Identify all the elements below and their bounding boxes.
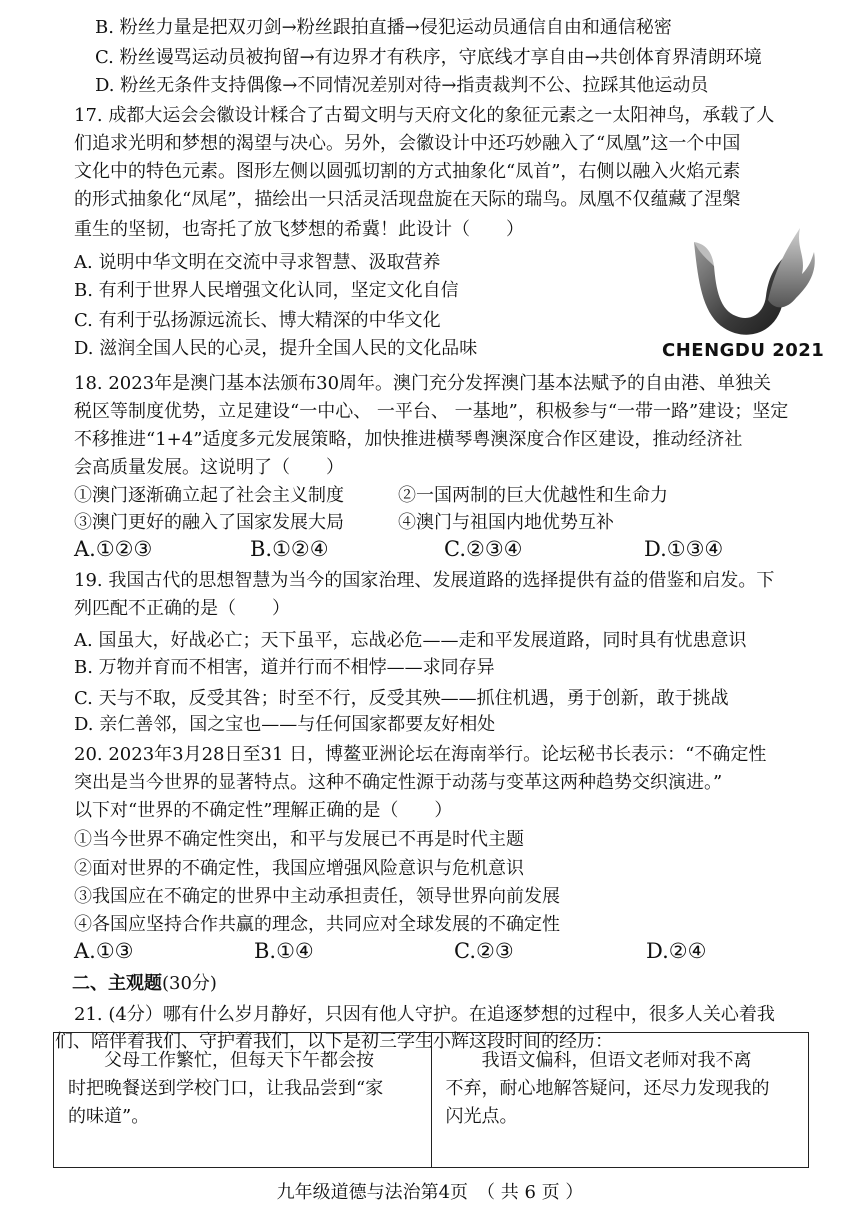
- q19-stem-line: 列匹配不正确的是（ ）: [74, 598, 290, 619]
- q21-stem-line: 21. (4分）哪有什么岁月静好，只因有他人守护。在追逐梦想的过程中，很多人关心着我: [74, 1004, 775, 1025]
- q17-stem-line: 的形式抽象化“凤尾”，描绘出一只活灵活现盘旋在天际的瑞鸟。凤凰不仅蕴藏了涅槃: [74, 189, 741, 210]
- q20-stem-line: 突出是当今世界的显著特点。这种不确定性源于动荡与变革这两种趋势交织演进。”: [74, 772, 723, 793]
- q20-statement-3: ③我国应在不确定的世界中主动承担责任，领导世界向前发展: [74, 886, 560, 907]
- q18-choice-d: D.①③④: [644, 537, 724, 561]
- q20-choices: [74, 937, 814, 965]
- section-2-heading: [72, 972, 217, 996]
- q18-stem-line: 税区等制度优势，立足建设“一中心、 一平台、 一基地”，积极参与“一带一路”建设；坚定: [74, 401, 789, 422]
- q17-stem-line: 17. 成都大运会会徽设计糅合了古蜀文明与天府文化的象征元素之一太阳神鸟，承载了人: [74, 105, 775, 126]
- q18-stem-line: 会高质量发展。这说明了（ ）: [74, 457, 344, 478]
- q18-choice-c: C.②③④: [444, 537, 523, 561]
- q17-stem-line: 们追求光明和梦想的渴望与决心。另外，会徽设计中还巧妙融入了“凤凰”这一个中国: [74, 133, 741, 154]
- q20-choice-c: C.②③: [454, 939, 514, 963]
- q16-option-b: B. 粉丝力量是把双刃剑→粉丝跟拍直播→侵犯运动员通信自由和通信秘密: [95, 17, 672, 38]
- q19-stem-line: 19. 我国古代的思想智慧为当今的国家治理、发展道路的选择提供有益的借鉴和启发。下: [74, 570, 775, 591]
- q20-statement-4: ④各国应坚持合作共赢的理念，共同应对全球发展的不确定性: [74, 914, 560, 935]
- q18-statement-3: ③澳门更好的融入了国家发展大局: [74, 512, 344, 533]
- q17-stem-line: 重生的坚韧，也寄托了放飞梦想的希冀！此设计（ ）: [74, 219, 524, 240]
- q20-choice-a: A.①③: [74, 939, 134, 963]
- q20-choice-b: B.①④: [254, 939, 314, 963]
- q19-option-c: C. 天与不取，反受其咎；时至不行，反受其殃——抓住机遇，勇于创新，敢于挑战: [74, 688, 729, 709]
- q19-option-a: A. 国虽大，好战必亡；天下虽平，忘战必危——走和平发展道路，同时具有忧患意识: [74, 630, 747, 651]
- q18-stem-line: 不移推进“1+4”适度多元发展策略，加快推进横琴粤澳深度合作区建设，推动经济社: [74, 429, 743, 450]
- q16-option-c: C. 粉丝谩骂运动员被拘留→有边界才有秩序，守底线才享自由→共创体育界清朗环境: [95, 47, 762, 68]
- q18-statement-4: ④澳门与祖国内地优势互补: [398, 512, 614, 533]
- q21-experience-table: [53, 1032, 809, 1168]
- logo-caption: CHENGDU 2021: [662, 340, 825, 361]
- q19-option-d: D. 亲仁善邻，国之宝也——与任何国家都要友好相处: [74, 714, 496, 735]
- q20-statement-1: ①当今世界不确定性突出，和平与发展已不再是时代主题: [74, 829, 524, 850]
- q18-choices: [74, 535, 814, 563]
- q17-option-c: C. 有利于弘扬源远流长、博大精深的中华文化: [74, 310, 441, 331]
- q19-option-b: B. 万物并育而不相害，道并行而不相悖——求同存异: [74, 657, 495, 678]
- q18-statement-1: ①澳门逐渐确立起了社会主义制度: [74, 485, 344, 506]
- q20-stem-line: 20. 2023年3月28日至31 日，博鳌亚洲论坛在海南举行。论坛秘书长表示：“不确定性: [74, 744, 767, 765]
- q16-option-d: D. 粉丝无条件支持偶像→不同情况差别对待→指责裁判不公、拉踩其他运动员: [95, 75, 709, 96]
- q20-statement-2: ②面对世界的不确定性，我国应增强风险意识与危机意识: [74, 858, 524, 879]
- q17-stem-line: 文化中的特色元素。图形左侧以圆弧切割的方式抽象化“凤首”，右侧以融入火焰元素: [74, 161, 741, 182]
- q18-statement-2: ②一国两制的巨大优越性和生命力: [398, 485, 668, 506]
- q21-table-cell-teacher: 我语文偏科，但语文老师对我不离 不弃，耐心地解答疑问，还尽力发现我的 闪光点。: [431, 1033, 809, 1168]
- q18-stem-line: 18. 2023年是澳门基本法颁布30周年。澳门充分发挥澳门基本法赋予的自由港、单独关: [74, 373, 772, 394]
- q18-choice-b: B.①②④: [250, 537, 329, 561]
- q17-option-b: B. 有利于世界人民增强文化认同，坚定文化自信: [74, 280, 459, 301]
- q20-choice-d: D.②④: [646, 939, 707, 963]
- q20-stem-line: 以下对“世界的不确定性”理解正确的是（ ）: [74, 800, 453, 821]
- section-2-title: 二、主观题: [72, 973, 162, 994]
- section-2-points: (30分): [162, 973, 217, 994]
- q17-option-d: D. 滋润全国人民的心灵，提升全国人民的文化品味: [74, 338, 478, 359]
- q17-option-a: A. 说明中华文明在交流中寻求智慧、汲取营养: [74, 252, 441, 273]
- q21-stem-line: 们、陪伴着我们、守护着我们，以下是初三学生小辉这段时间的经历：: [55, 1031, 613, 1052]
- q21-table-cell-parents: 父母工作繁忙，但每天下午都会按 时把晚餐送到学校门口，让我品尝到“家 的味道”。: [54, 1033, 432, 1168]
- q18-choice-a: A.①②③: [74, 537, 153, 561]
- page-footer: 九年级道德与法治第4页 （ 共 6 页 ）: [276, 1182, 584, 1203]
